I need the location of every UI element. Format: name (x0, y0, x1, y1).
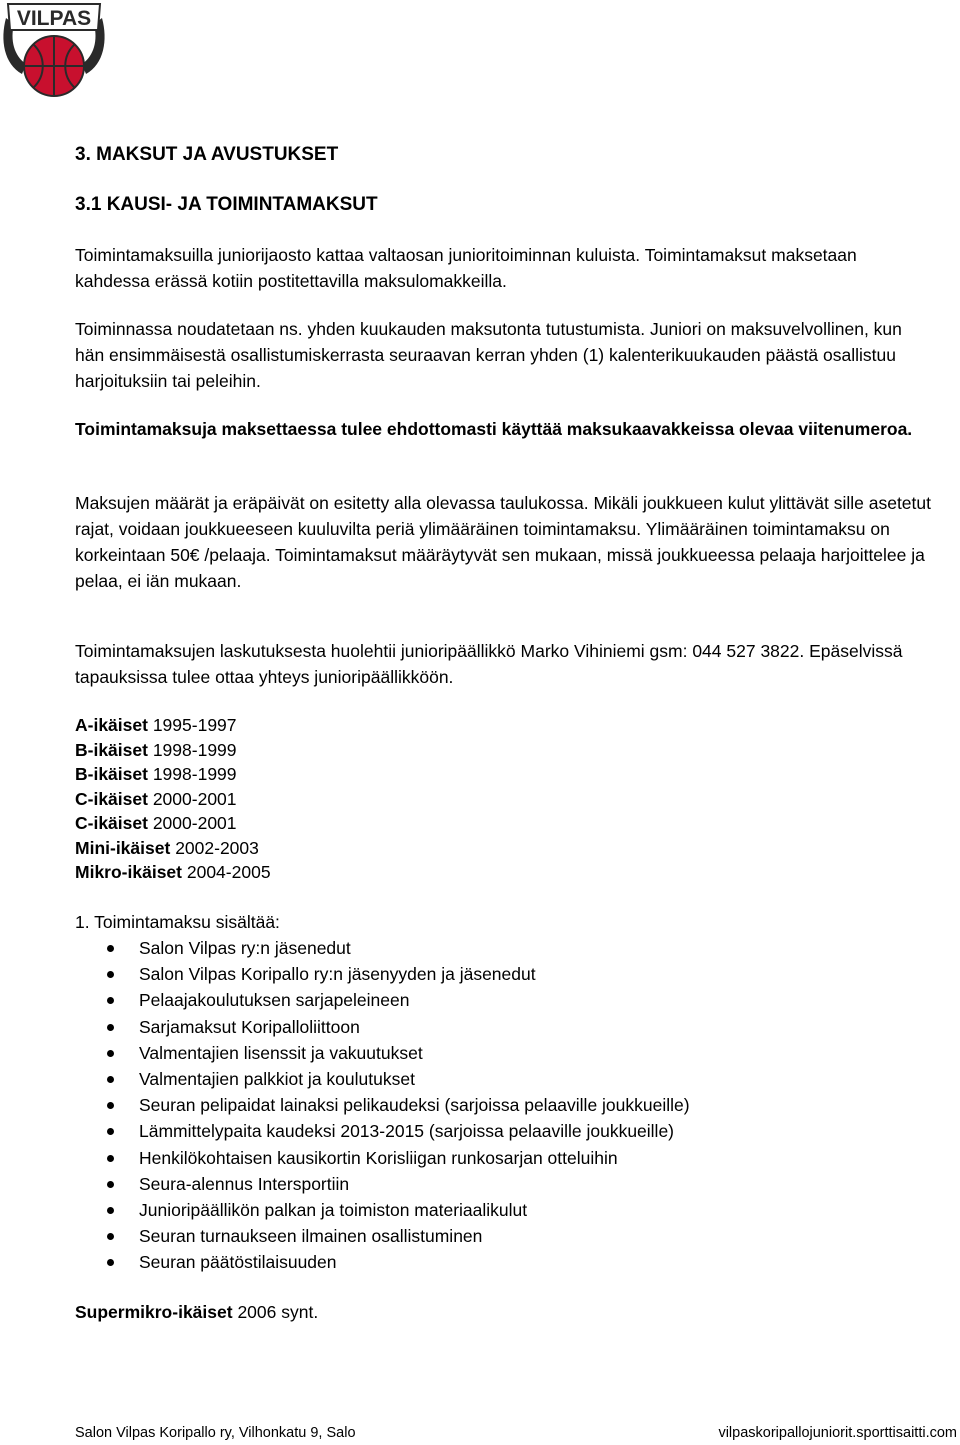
list-item: Valmentajien palkkiot ja koulutukset (75, 1066, 690, 1092)
bullet-icon (107, 971, 114, 978)
age-group-item: C-ikäiset 2000-2001 (75, 813, 237, 833)
list-item: Valmentajien lisenssit ja vakuutukset (75, 1040, 690, 1066)
age-group-item: Mikro-ikäiset 2004-2005 (75, 862, 271, 882)
bullet-icon (107, 1050, 114, 1057)
list-item: Seura-alennus Intersportiin (75, 1171, 690, 1197)
list-item: Henkilökohtaisen kausikortin Korisliigan runkosarjan otteluihin (75, 1145, 690, 1171)
list-item: Pelaajakoulutuksen sarjapeleineen (75, 987, 690, 1013)
list-item: Seuran pelipaidat lainaksi pelikaudeksi (sarjoissa pelaaville joukkueille) (75, 1092, 690, 1118)
bullet-icon (107, 1128, 114, 1135)
includes-title: 1. Toimintamaksu sisältää: (75, 912, 280, 932)
list-item: Seuran turnaukseen ilmainen osallistuminen (75, 1223, 690, 1249)
footer-address: Salon Vilpas Koripallo ry, Vilhonkatu 9, Salo (75, 1425, 356, 1441)
vilpas-logo (0, 0, 108, 108)
list-item: Salon Vilpas ry:n jäsenedut (75, 935, 690, 961)
age-group-item: B-ikäiset 1998-1999 (75, 764, 237, 784)
paragraph-fee-amounts: Maksujen määrät ja eräpäivät on esitetty alla olevassa taulukossa. Mikäli joukkueen kulut ylittävät sille asetetut rajat, voidaan joukkueeseen kuuluvilta periä ylimääräinen toimintamaksu. Ylimääräinen toimintamaksu on korkeintaan 50€ /pelaaja. Toimintamaksut määräytyvät sen mukaan, missä joukkueessa pelaaja harjoittelee ja pelaa, ei iän mukaan. (75, 493, 931, 591)
supermikro-line: Supermikro-ikäiset 2006 synt. (75, 1302, 319, 1322)
section-heading: 3. MAKSUT JA AVUSTUKSET (75, 144, 339, 165)
bullet-icon (107, 1207, 114, 1214)
bullet-icon (107, 1181, 114, 1188)
list-item: Sarjamaksut Koripalloliittoon (75, 1014, 690, 1040)
bullet-icon (107, 997, 114, 1004)
includes-list (75, 935, 690, 1275)
list-item: Salon Vilpas Koripallo ry:n jäsenyyden ja jäsenedut (75, 961, 690, 987)
logo-text: VILPAS (16, 7, 92, 30)
bullet-icon (107, 1076, 114, 1083)
bullet-icon (107, 1259, 114, 1266)
footer-website: vilpaskoripallojuniorit.sporttisaitti.com (718, 1425, 957, 1441)
paragraph-trial-month: Toiminnassa noudatetaan ns. yhden kuukauden maksutonta tutustumista. Juniori on maksuvelvollinen, kun hän ensimmäisestä osallistumiskerrasta seuraavan kerran yhden (1) kalenterikuukauden päästä osallistuu harjoituksiin tai peleihin. (75, 319, 902, 391)
bullet-icon (107, 945, 114, 952)
age-group-item: A-ikäiset 1995-1997 (75, 715, 237, 735)
age-group-item: Mini-ikäiset 2002-2003 (75, 838, 259, 858)
paragraph-reference-number: Toimintamaksuja maksettaessa tulee ehdottomasti käyttää maksukaavakkeissa olevaa viitenumeroa. (75, 419, 913, 439)
paragraph-fees-intro: Toimintamaksuilla juniorijaosto kattaa valtaosan junioritoiminnan kuluista. Toimintamaksut maksetaan kahdessa erässä kotiin postitettavilla maksulomakkeilla. (75, 245, 857, 291)
bullet-icon (107, 1102, 114, 1109)
age-group-item: B-ikäiset 1998-1999 (75, 740, 237, 760)
list-item: Lämmittelypaita kaudeksi 2013-2015 (sarjoissa pelaaville joukkueille) (75, 1118, 690, 1144)
paragraph-billing-contact: Toimintamaksujen laskutuksesta huolehtii junioripäällikkö Marko Vihiniemi gsm: 044 527 3822. Epäselvissä tapauksissa tulee ottaa yhteys junioripäällikköön. (75, 641, 903, 687)
age-group-item: C-ikäiset 2000-2001 (75, 789, 237, 809)
list-item: Junioripäällikön palkan ja toimiston materiaalikulut (75, 1197, 690, 1223)
subsection-heading: 3.1 KAUSI- JA TOIMINTAMAKSUT (75, 194, 378, 215)
bullet-icon (107, 1233, 114, 1240)
bullet-icon (107, 1155, 114, 1162)
bullet-icon (107, 1024, 114, 1031)
list-item: Seuran päätöstilaisuuden (75, 1249, 690, 1275)
